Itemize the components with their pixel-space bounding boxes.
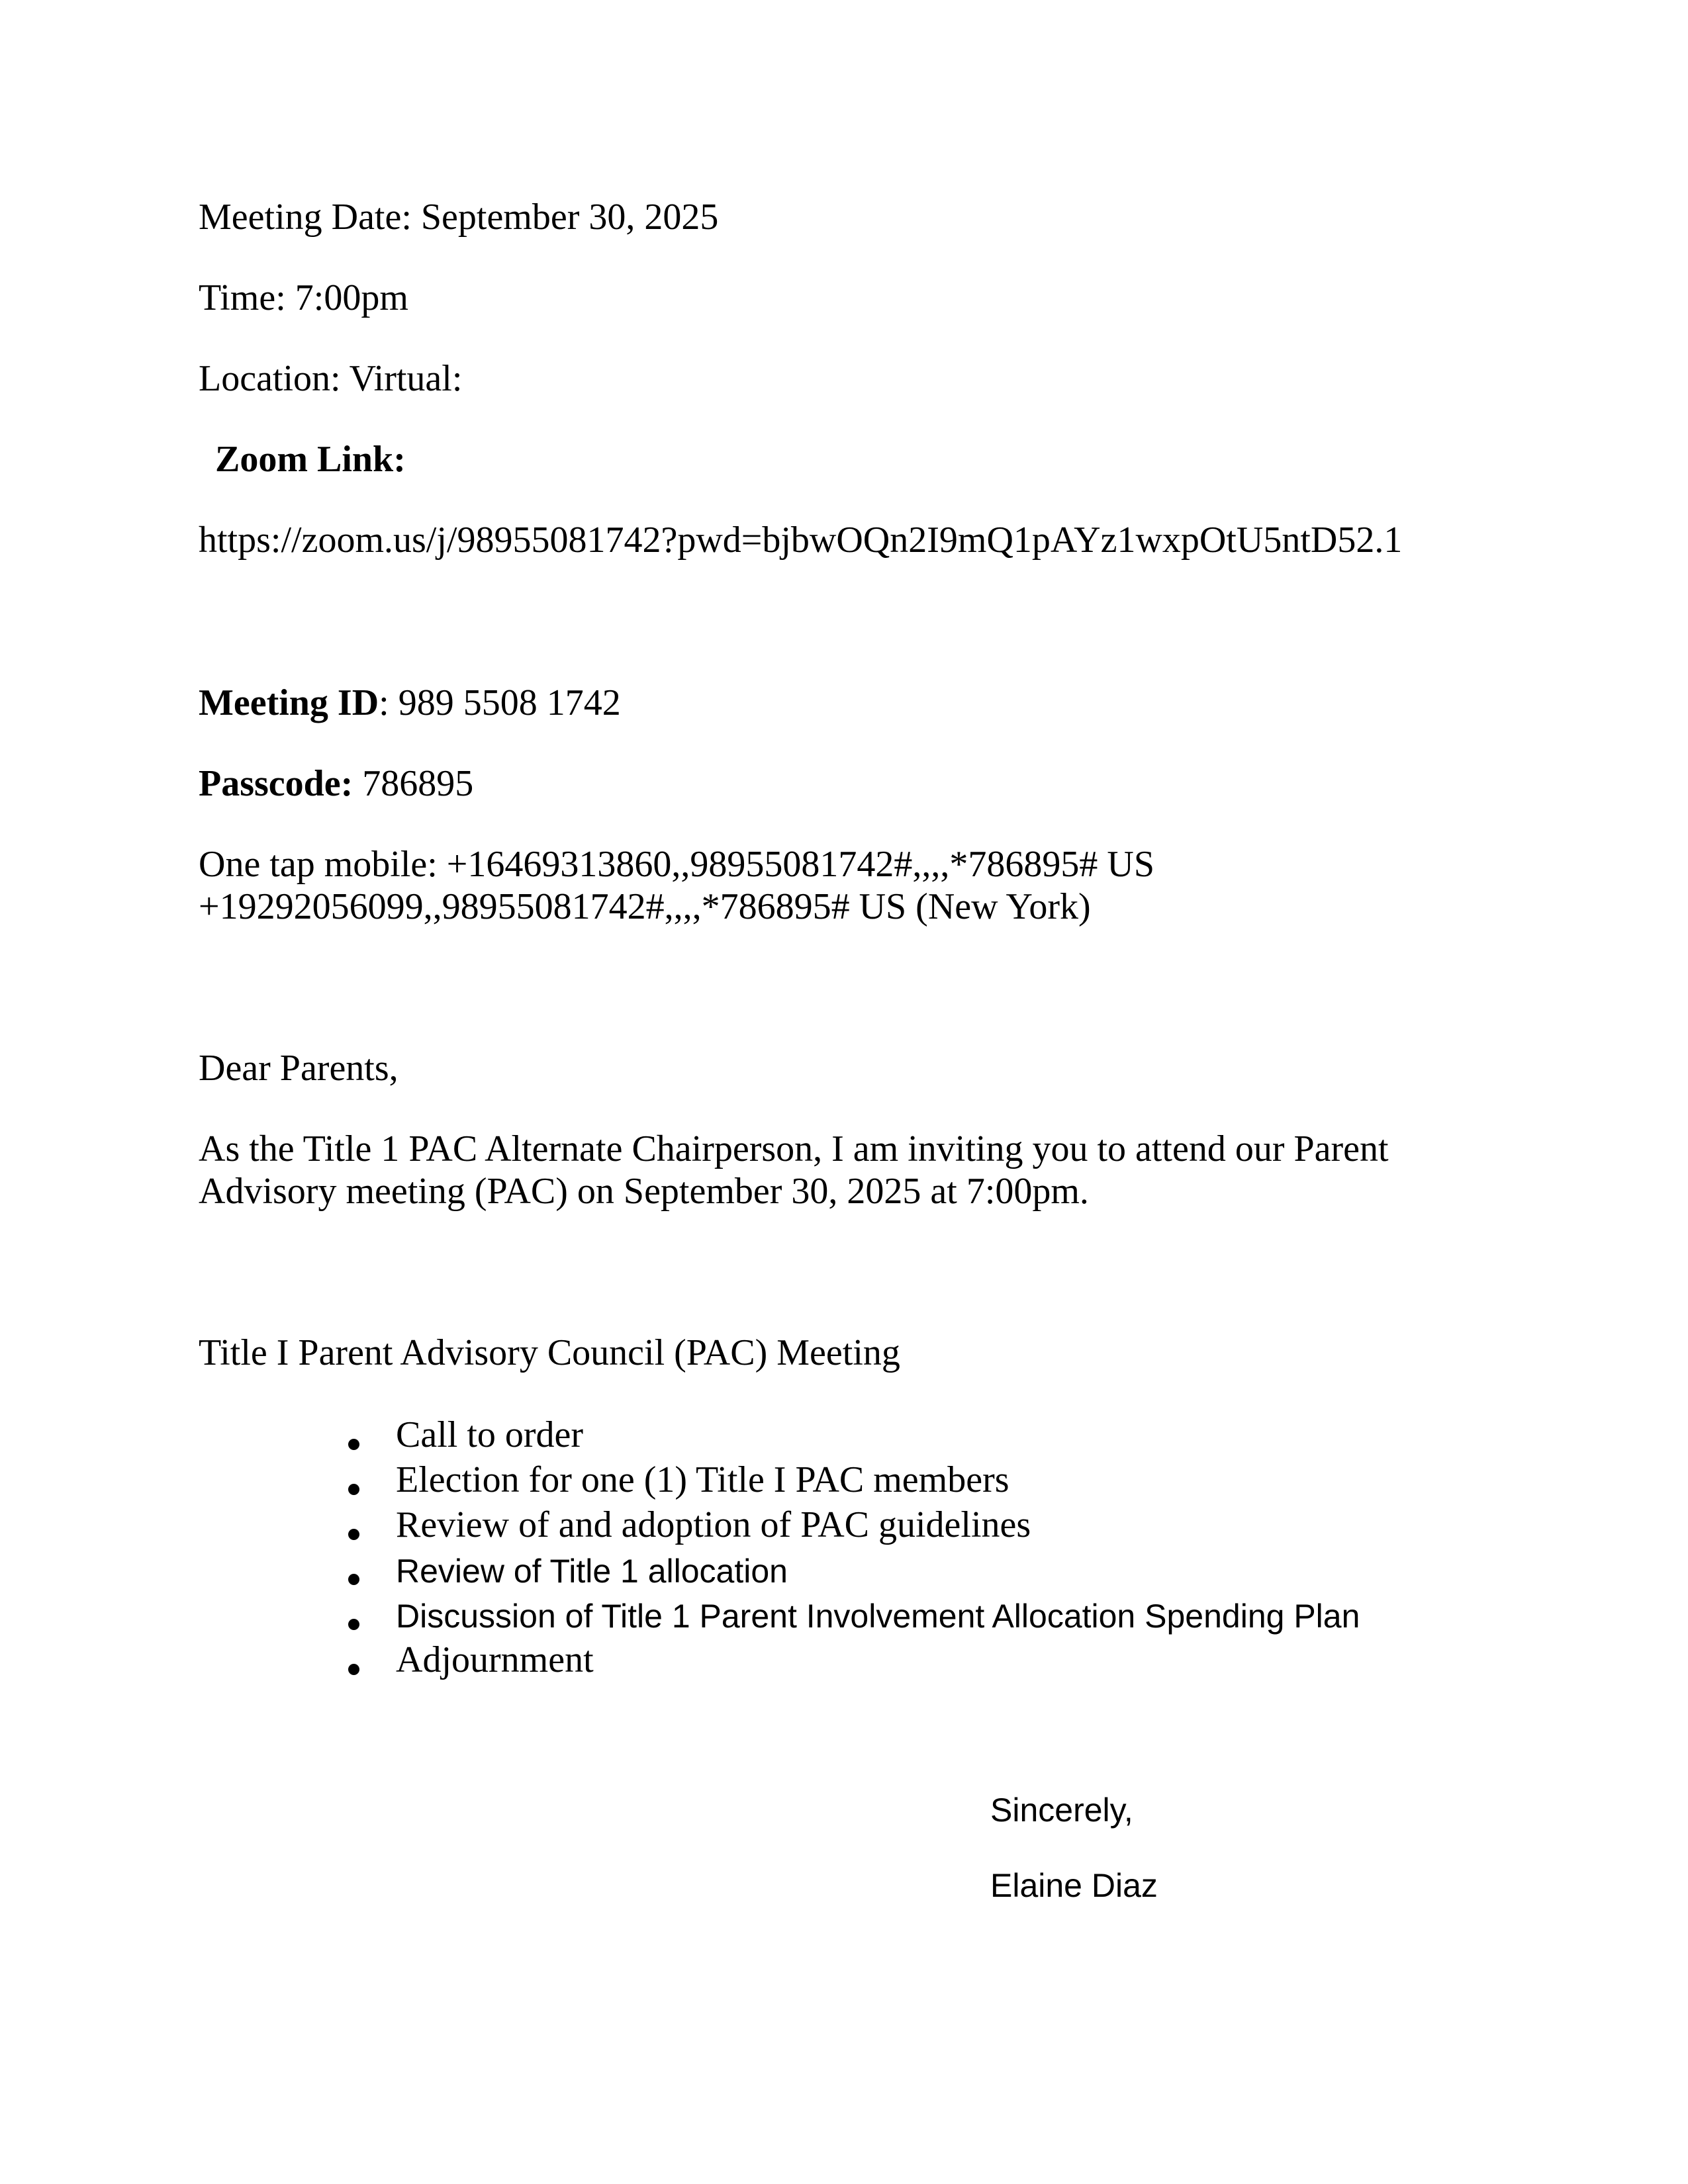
agenda-item: Review of and adoption of PAC guidelines — [396, 1504, 1031, 1545]
agenda-item: Adjournment — [396, 1639, 594, 1680]
bullet-icon — [348, 1484, 359, 1495]
agenda-item: Election for one (1) Title I PAC members — [396, 1459, 1009, 1500]
zoom-link-label: Zoom Link: — [215, 439, 406, 480]
signer-name: Elaine Diaz — [990, 1867, 1158, 1904]
meeting-id-value: : 989 5508 1742 — [379, 682, 621, 723]
bullet-icon — [348, 1439, 359, 1450]
one-tap-line-1: One tap mobile: +16469313860,,98955081742#,,,,*786895# US — [199, 844, 1154, 885]
meeting-id — [199, 682, 621, 724]
body-line-1: As the Title 1 PAC Alternate Chairperson, I am inviting you to attend our Parent — [199, 1128, 1389, 1169]
zoom-link-url[interactable]: https://zoom.us/j/98955081742?pwd=bjbwOQn2I9mQ1pAYz1wxpOtU5ntD52.1 — [199, 520, 1403, 561]
bullet-icon — [348, 1529, 359, 1540]
closing: Sincerely, — [990, 1792, 1133, 1829]
agenda-item: Call to order — [396, 1414, 584, 1455]
greeting: Dear Parents, — [199, 1048, 399, 1089]
agenda-item: Review of Title 1 allocation — [396, 1553, 788, 1590]
bullet-icon — [348, 1574, 359, 1585]
bullet-icon — [348, 1664, 359, 1675]
meeting-time: Time: 7:00pm — [199, 277, 408, 318]
one-tap-line-2: +19292056099,,98955081742#,,,,*786895# US (New York) — [199, 886, 1091, 927]
bullet-icon — [348, 1619, 359, 1630]
meeting-location: Location: Virtual: — [199, 358, 463, 399]
passcode-value: 786895 — [353, 763, 474, 804]
body-line-2: Advisory meeting (PAC) on September 30, 2025 at 7:00pm. — [199, 1171, 1089, 1212]
passcode-label: Passcode: — [199, 763, 353, 804]
meeting-date: Meeting Date: September 30, 2025 — [199, 197, 719, 238]
agenda-item: Discussion of Title 1 Parent Involvement Allocation Spending Plan — [396, 1598, 1360, 1635]
agenda-title: Title I Parent Advisory Council (PAC) Meeting — [199, 1332, 900, 1373]
meeting-id-label: Meeting ID — [199, 682, 379, 723]
passcode — [199, 762, 473, 805]
